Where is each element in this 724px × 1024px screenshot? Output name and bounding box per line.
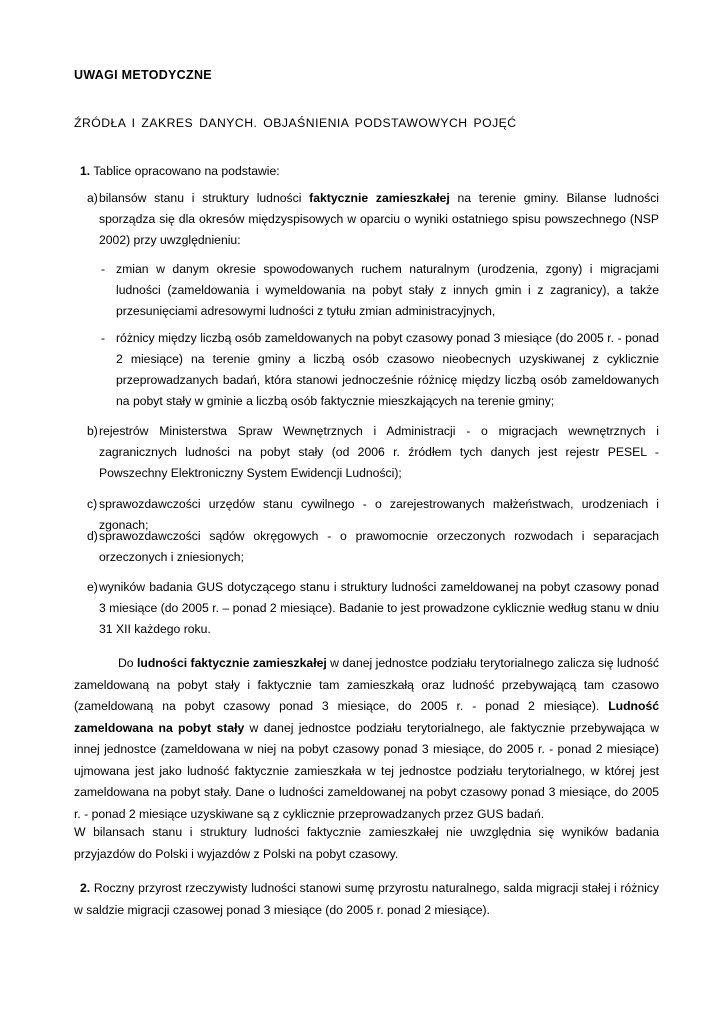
section-1-intro-text: Tablice opracowano na podstawie:	[93, 164, 280, 178]
list-item-b	[87, 421, 659, 484]
section-1-intro	[80, 164, 280, 178]
definition-text: Do	[118, 656, 138, 670]
list-item-d	[87, 526, 659, 568]
list-item-text	[99, 188, 659, 251]
list-item-label: b)	[87, 424, 98, 438]
dash-item-2	[101, 328, 659, 412]
list-item-a	[87, 188, 659, 251]
list-item-text-part: na terenie gminy. Bilanse ludności sporządza się dla okresów międzyspisowych w oparciu o wyniki ostatniego spisu powszechnego (NSP 2002) przy uwzględnieniu:	[99, 191, 659, 247]
list-item-text: sprawozdawczości sądów okręgowych - o prawomocnie orzeczonych rozwodach i separacjach orzeczonych i zniesionych;	[99, 529, 659, 564]
list-item-text: rejestrów Ministerstwa Spraw Wewnętrznych i Administracji - o migracjach wewnętrznych i zagranicznych ludności na pobyt stały (od 2006 r. źródłem tych danych jest rejestr PESEL - Powszechny Elektroniczny System Ewidencji Ludności);	[99, 424, 659, 480]
definition-bold-term: Ludność zameldowana na pobyt stały	[74, 699, 659, 735]
definition-bold-term: ludności faktycznie zamieszkałej	[137, 656, 327, 670]
dash-item-1	[101, 259, 659, 322]
list-item-text: wyników badania GUS dotyczącego stanu i struktury ludności zameldowanej na pobyt czasowy ponad 3 miesiące (do 2005 r. – ponad 2 miesiące). Badanie to jest prowadzone cyklicznie według stanu w dniu 31 XII każdego roku.	[99, 580, 659, 636]
dash-item-text: różnicy między liczbą osób zameldowanych na pobyt czasowy ponad 3 miesiące (do 2005 r. - ponad 2 miesiące) na terenie gminy a liczbą osób czasowo nieobecnych uzyskiwanej z cyklicznie przeprowadzanych badań, która stanowi jednocześnie różnicę między liczbą osób zameldowanych na pobyt stały w gminie a liczbą osób faktycznie mieszkających na terenie gminy;	[116, 331, 659, 408]
dash-mark: -	[101, 262, 106, 276]
section-2-paragraph	[74, 878, 659, 921]
list-item-label: d)	[87, 529, 98, 543]
dash-mark: -	[101, 331, 106, 345]
definition-text: w danej jednostce podziału terytorialnego, ale faktycznie przebywająca w innej jednostce (zameldowana w niej na pobyt czasowy ponad 3 miesiące, do 2005 r. - ponad 2 miesiące) ujmowana jest jako ludność faktycznie zamieszkała w tej jednostce podziału terytorialnego, w której jest zameldowana na pobyt stały. Dane o ludności zameldowanej na pobyt czasowy ponad 3 miesiące, do 2005 r. - ponad 2 miesiące uzyskiwane są z cyklicznie przeprowadzanych przez GUS badań.	[74, 720, 659, 821]
list-item-text: sprawozdawczości urzędów stanu cywilnego - o zarejestrowanych małżeństwach, urodzeniach i zgonach;	[99, 497, 659, 532]
section-1-number: 1.	[80, 164, 91, 178]
list-item-label: c)	[87, 497, 98, 511]
list-item-text-part: bilansów stanu i struktury ludności	[99, 191, 310, 205]
list-item-label: e)	[87, 580, 98, 594]
list-item-bold-term: faktycznie zamieszkałej	[309, 191, 450, 205]
dash-item-text: zmian w danym okresie spowodowanych ruchem naturalnym (urodzenia, zgony) i migracjami ludności (zameldowania i wymeldowania na pobyt stały z innych gmin i z zagranicy), a także przesunięciami adresowymi ludności z tytułu zmian administracyjnych,	[116, 262, 659, 318]
definition-paragraph	[74, 653, 659, 825]
definition-note: W bilansach stanu i struktury ludności faktycznie zamieszkałej nie uwzględnia się wyników badania przyjazdów do Polski i wyjazdów z Polski na pobyt czasowy.	[74, 825, 659, 861]
section-2-text: Roczny przyrost rzeczywisty ludności stanowi sumę przyrostu naturalnego, salda migracji stałej i różnicy w saldzie migracji czasowej ponad 3 miesiące (do 2005 r. ponad 2 miesiące).	[74, 881, 659, 917]
definition-text: w danej jednostce podziału terytorialnego zalicza się ludność zameldowaną na pobyt stały i faktycznie tam zamieszkałą oraz ludność przebywającą tam czasowo (zameldowaną na pobyt czasowy ponad 3 miesiące, do 2005 r. - ponad 2 miesiące).	[74, 656, 660, 713]
page-heading: UWAGI METODYCZNE	[74, 68, 212, 82]
section-2-number: 2.	[80, 881, 91, 895]
list-item-e	[87, 577, 659, 640]
list-item-label: a)	[87, 191, 98, 205]
page-subheading: ŹRÓDŁA I ZAKRES DANYCH. OBJAŚNIENIA PODSTAWOWYCH POJĘĆ	[74, 116, 517, 130]
